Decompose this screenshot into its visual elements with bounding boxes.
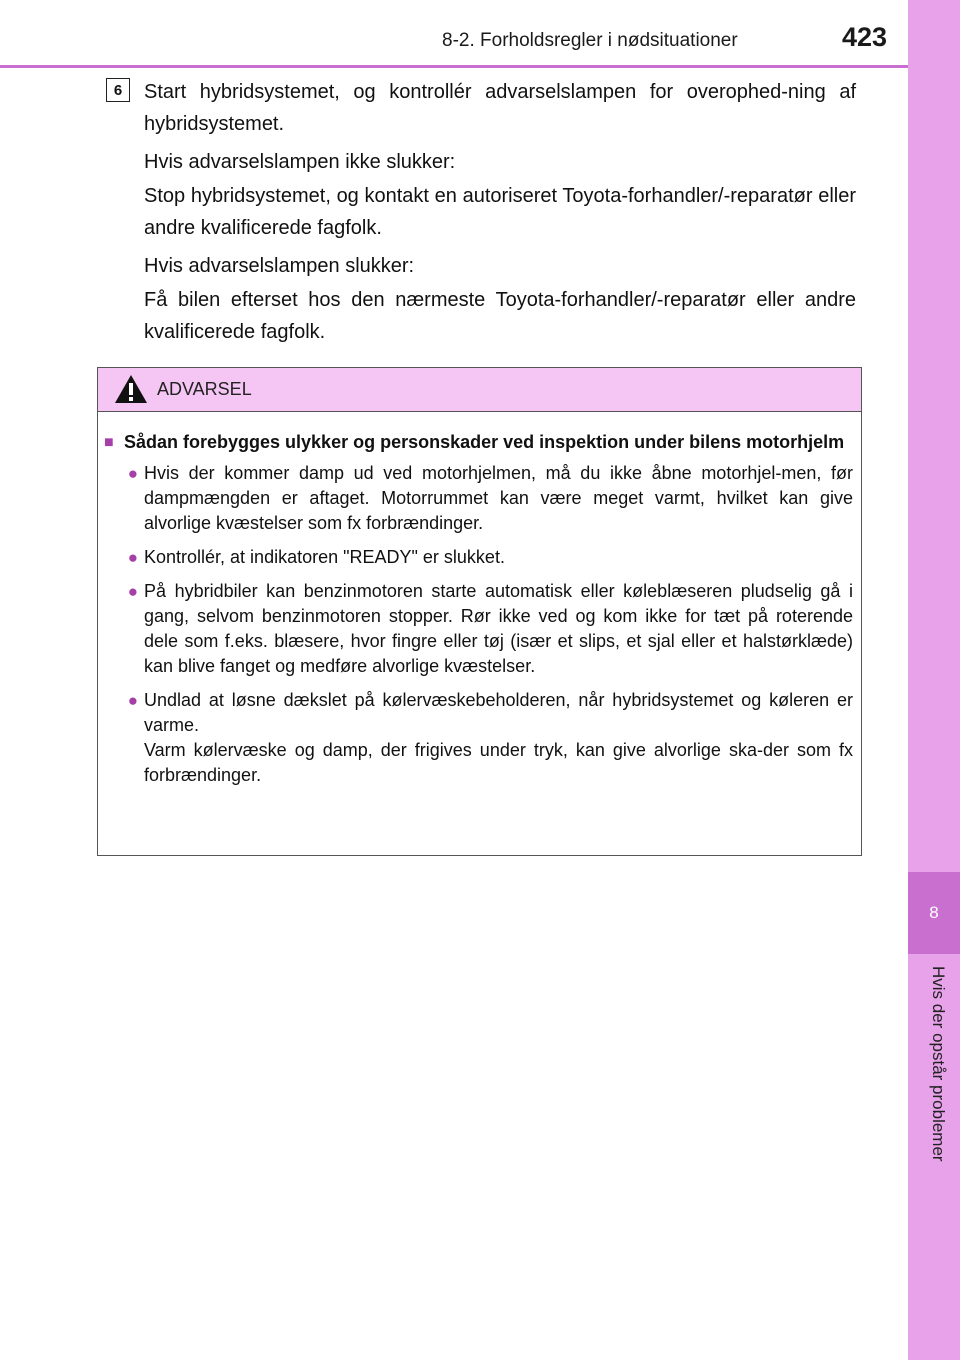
warning-heading [104, 430, 853, 455]
warning-header [98, 368, 861, 412]
warning-box [97, 367, 862, 856]
warning-item-text: Hvis der kommer damp ud ved motorhjelmen, må du ikke åbne motorhjel-men, før dampmængden er aftaget. Motorrummet kan være meget varmt, hvilket kan give alvorlige kvæstelser som fx forbrændinger. [144, 463, 853, 533]
warning-item [104, 461, 853, 536]
round-bullet-icon: ● [127, 464, 138, 483]
chapter-number-tab [908, 872, 960, 954]
warning-item-text: Kontrollér, at indikatoren "READY" er slukket. [144, 547, 505, 567]
chapter-title-vertical: Hvis der opstår problemer [929, 966, 948, 1162]
warning-item [104, 579, 853, 679]
warning-body [98, 412, 861, 788]
step-paragraph: Få bilen efterset hos den nærmeste Toyota-forhandler/-reparatør eller andre kvalificerede fagfolk. [144, 289, 856, 343]
page-number: 423 [842, 22, 888, 52]
warning-item-text: Varm kølervæske og damp, der frigives under tryk, kan give alvorlige ska-der som fx forbrændinger. [144, 740, 853, 785]
round-bullet-icon: ● [127, 691, 138, 710]
section-title: 8-2. Forholdsregler i nødsituationer [442, 30, 738, 51]
step-paragraph: Start hybridsystemet, og kontrollér advarselslampen for overophed-ning af hybridsystemet. [144, 81, 856, 135]
warning-item-continuation [104, 738, 853, 788]
warning-triangle-icon [114, 374, 148, 404]
step-paragraph: Hvis advarselslampen slukker: [144, 255, 415, 277]
round-bullet-icon: ● [127, 548, 138, 567]
warning-item-text: På hybridbiler kan benzinmotoren starte automatisk eller køleblæseren pludselig gå i gang, selvom benzinmotoren stopper. Rør ikke ved og kom ikke for tæt på roterende dele som f.eks. blæsere, hvor fingre eller tøj (især et slips, et sjal eller et halstørklæde) kan blive fanget og medføre alvorlige kvæstelser. [144, 581, 853, 676]
step-paragraph: Hvis advarselslampen ikke slukker: [144, 151, 456, 173]
warning-item [104, 688, 853, 738]
step-paragraph: Stop hybridsystemet, og kontakt en autoriseret Toyota-forhandler/-reparatør eller andre kvalificerede fagfolk. [144, 185, 856, 239]
warning-item-text: Undlad at løsne dækslet på kølervæskebeholderen, når hybridsystemet og køleren er varme. [144, 690, 853, 735]
warning-title: ADVARSEL [157, 379, 252, 399]
round-bullet-icon: ● [127, 582, 138, 601]
warning-heading-text: Sådan forebygges ulykker og personskader ved inspektion under bilens motorhjelm [124, 432, 845, 452]
step-number-badge: 6 [106, 78, 130, 102]
square-bullet-icon: ■ [104, 434, 114, 451]
header-divider [0, 65, 908, 68]
warning-item [104, 545, 853, 570]
chapter-number: 8 [929, 903, 939, 922]
